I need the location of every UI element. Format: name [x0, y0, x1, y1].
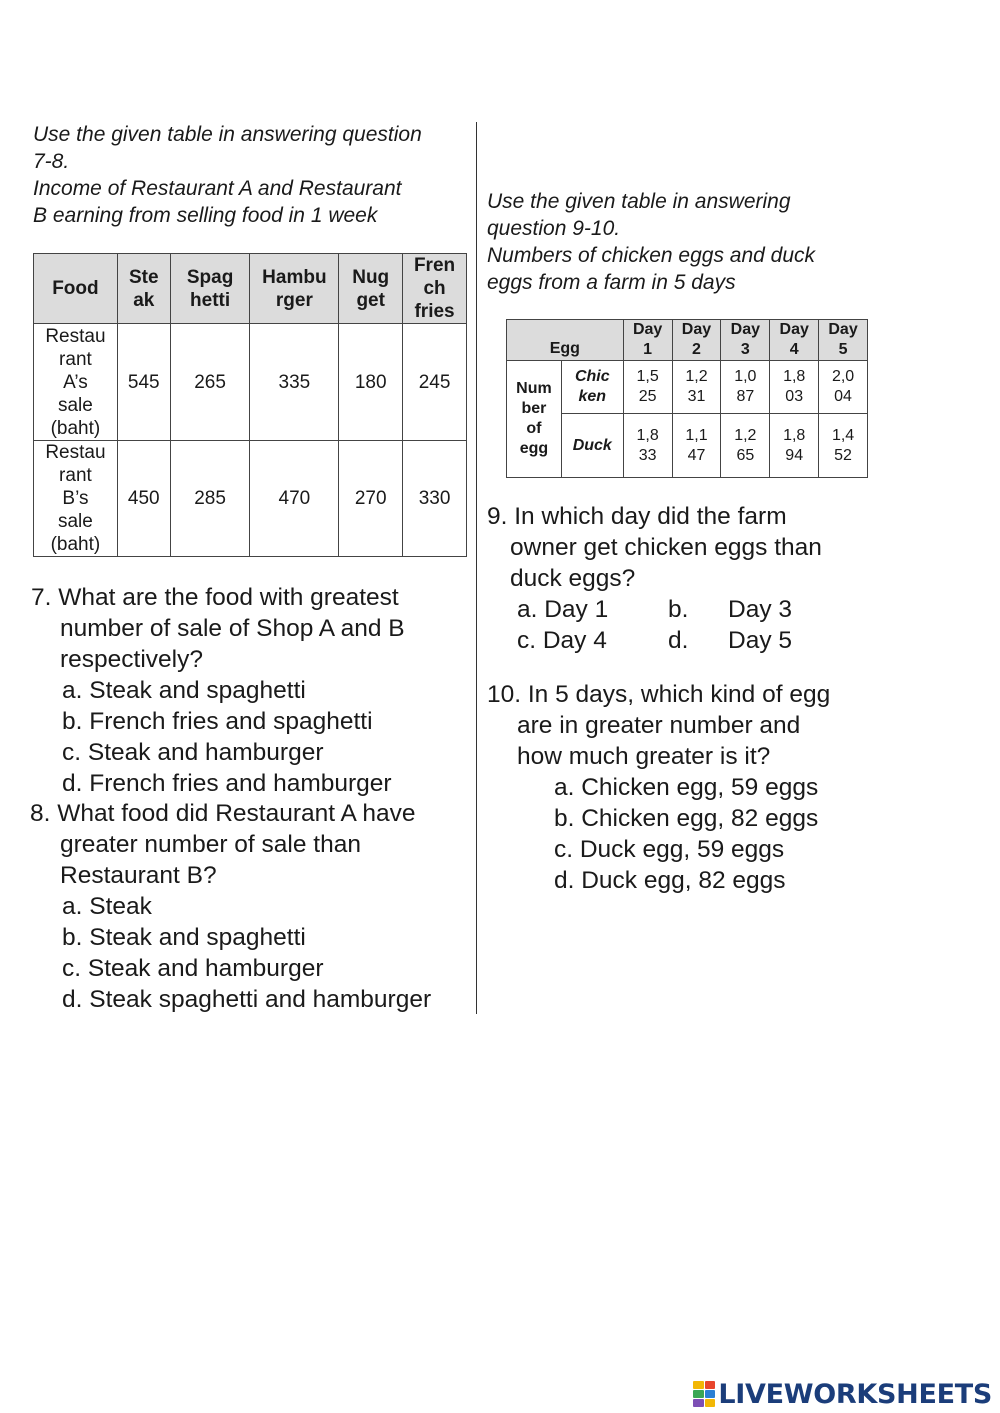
header-cell: Day 2: [672, 320, 721, 361]
intro-line: Income of Restaurant A and Restaurant: [33, 177, 402, 200]
row-label: Restau rant A’s sale (baht): [34, 324, 118, 441]
answer-option-letter[interactable]: d.: [668, 627, 689, 654]
answer-option[interactable]: b. Steak and spaghetti: [62, 924, 306, 951]
question-9: [487, 501, 822, 656]
question-text: are in greater number and: [517, 712, 801, 739]
table-cell: 245: [403, 324, 467, 441]
answer-option[interactable]: d. Steak spaghetti and hamburger: [62, 986, 432, 1013]
table-cell: 1,8 94: [770, 414, 819, 478]
table-cell: 1,0 87: [721, 361, 770, 414]
table-cell: 2,0 04: [819, 361, 868, 414]
intro-line: question 9-10.: [487, 217, 621, 240]
table-cell: 1,5 25: [623, 361, 672, 414]
row-label: Duck: [561, 414, 623, 478]
question-text: greater number of sale than: [60, 831, 361, 858]
header-cell: Spag hetti: [170, 254, 250, 324]
header-cell: Day 5: [819, 320, 868, 361]
question-text: Restaurant B?: [60, 862, 217, 889]
question-text: owner get chicken eggs than: [510, 534, 822, 561]
question-text: 10. In 5 days, which kind of egg: [487, 681, 831, 708]
answer-option-letter[interactable]: b.: [668, 596, 689, 623]
answer-option[interactable]: d. Duck egg, 82 eggs: [554, 867, 786, 894]
intro-line: Numbers of chicken eggs and duck: [487, 244, 816, 267]
row-group-label: Num ber of egg: [507, 361, 562, 478]
answer-option[interactable]: c. Day 4: [517, 627, 607, 654]
question-text: 8. What food did Restaurant A have: [30, 800, 416, 827]
table-cell: 270: [339, 441, 403, 557]
answer-option[interactable]: a. Chicken egg, 59 eggs: [554, 774, 819, 801]
answer-option[interactable]: a. Steak and spaghetti: [62, 677, 306, 704]
question-8: [30, 798, 431, 1015]
header-cell: Day 1: [623, 320, 672, 361]
question-text: respectively?: [60, 646, 203, 673]
table-row: [34, 324, 467, 441]
table-cell: 1,8 03: [770, 361, 819, 414]
intro-line: eggs from a farm in 5 days: [487, 271, 736, 294]
right-intro: [487, 188, 815, 296]
table-row: [507, 361, 868, 414]
question-10: [487, 679, 830, 896]
header-cell: Hambu rger: [250, 254, 339, 324]
question-text: number of sale of Shop A and B: [60, 615, 405, 642]
intro-line: Use the given table in answering question: [33, 123, 422, 146]
egg-count-table: [506, 319, 868, 478]
header-cell: Day 4: [770, 320, 819, 361]
answer-option[interactable]: Day 3: [728, 596, 793, 623]
table-cell: 180: [339, 324, 403, 441]
table-cell: 450: [117, 441, 170, 557]
question-text: 7. What are the food with greatest: [31, 584, 399, 611]
answer-option[interactable]: a. Steak: [62, 893, 152, 920]
table-cell: 470: [250, 441, 339, 557]
header-cell: Nug get: [339, 254, 403, 324]
question-text: duck eggs?: [510, 565, 636, 592]
row-label: Chic ken: [561, 361, 623, 414]
table-row: [34, 441, 467, 557]
answer-option[interactable]: d. French fries and hamburger: [62, 770, 392, 797]
left-intro: [33, 121, 422, 229]
answer-option[interactable]: Day 5: [728, 627, 793, 654]
answer-option[interactable]: b. Chicken egg, 82 eggs: [554, 805, 819, 832]
header-cell: Fren ch fries: [403, 254, 467, 324]
table-row: [507, 414, 868, 478]
answer-option[interactable]: c. Steak and hamburger: [62, 955, 324, 982]
brand-name: LIVEWORKSHEETS: [718, 1378, 992, 1410]
table-cell: 1,2 65: [721, 414, 770, 478]
table-cell: 265: [170, 324, 250, 441]
table-cell: 330: [403, 441, 467, 557]
question-text: how much greater is it?: [517, 743, 771, 770]
answer-option[interactable]: a. Day 1: [517, 596, 609, 623]
header-cell: Egg: [507, 320, 624, 361]
question-7: [31, 582, 405, 799]
answer-option[interactable]: b. French fries and spaghetti: [62, 708, 373, 735]
intro-line: B earning from selling food in 1 week: [33, 204, 378, 227]
table-cell: 1,1 47: [672, 414, 721, 478]
header-cell: Food: [34, 254, 118, 324]
answer-option[interactable]: c. Steak and hamburger: [62, 739, 324, 766]
intro-line: 7-8.: [33, 150, 70, 173]
table-cell: 1,2 31: [672, 361, 721, 414]
restaurant-sales-table: [33, 253, 467, 557]
table-cell: 1,4 52: [819, 414, 868, 478]
answer-option[interactable]: c. Duck egg, 59 eggs: [554, 836, 785, 863]
liveworksheets-logo: [693, 1378, 992, 1410]
intro-line: Use the given table in answering: [487, 190, 791, 213]
table-cell: 545: [117, 324, 170, 441]
logo-mark-icon: [693, 1381, 715, 1407]
question-text: 9. In which day did the farm: [487, 503, 787, 530]
header-cell: Ste ak: [117, 254, 170, 324]
table-cell: 285: [170, 441, 250, 557]
column-divider: [476, 122, 477, 1014]
table-cell: 1,8 33: [623, 414, 672, 478]
header-cell: Day 3: [721, 320, 770, 361]
table-cell: 335: [250, 324, 339, 441]
row-label: Restau rant B’s sale (baht): [34, 441, 118, 557]
